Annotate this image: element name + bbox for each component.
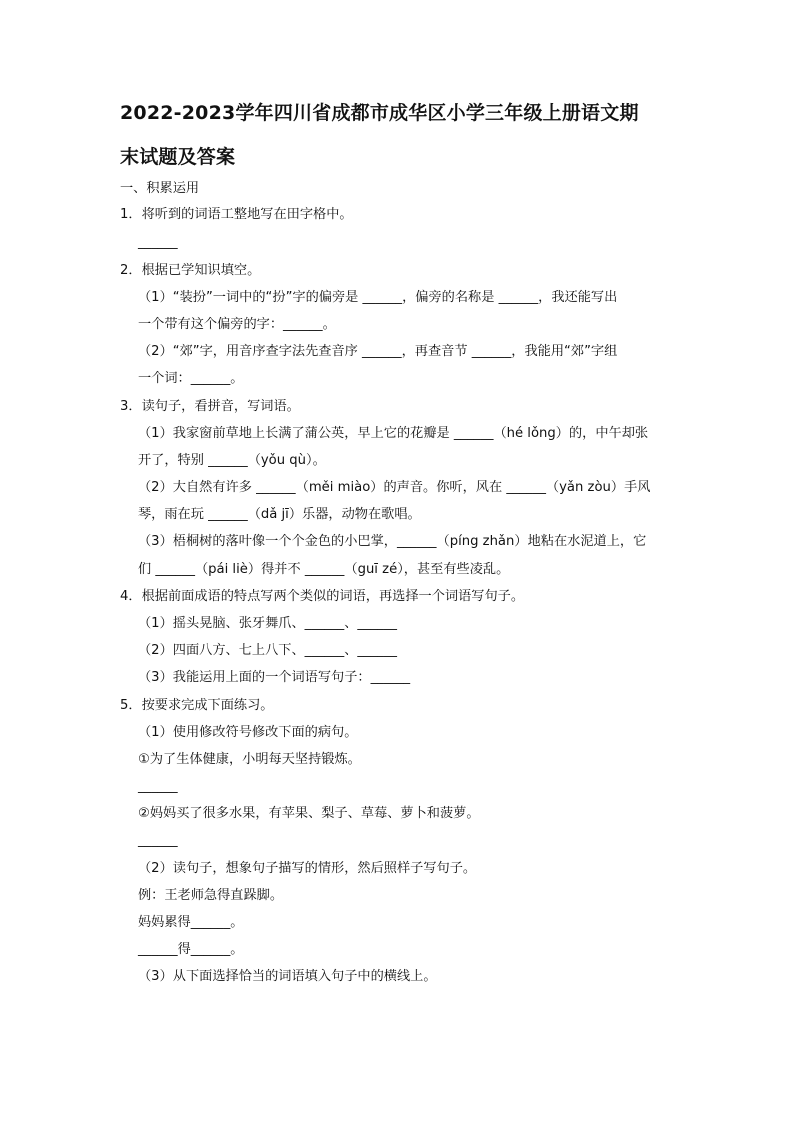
question-3-part-3-cont: 们 ______（pái liè）得并不 ______（guī zé），甚至有些凌乱。 <box>138 562 510 577</box>
fill-sentence-2: ______得______。 <box>138 942 244 957</box>
question-2-part-1: （1）“装扮”一词中的“扮”字的偏旁是 ______，偏旁的名称是 ______，我还能写出 <box>138 290 618 305</box>
answer-blank: ______ <box>138 833 178 848</box>
document-title-line-2: 末试题及答案 <box>120 146 236 168</box>
document-title-line-1: 2022-2023学年四川省成都市成华区小学三年级上册语文期 <box>120 102 639 124</box>
question-1: 1．将听到的词语工整地写在田字格中。 <box>120 207 353 222</box>
question-3: 3．读句子，看拼音，写词语。 <box>120 399 300 414</box>
question-2-part-2-cont: 一个词：______。 <box>138 371 244 386</box>
question-3-part-2: （2）大自然有许多 ______（měi miào）的声音。你听，风在 ______（yǎn zòu）手风 <box>138 480 651 495</box>
question-2-part-2: （2）“郊”字，用音序查字法先查音序 ______，再查音节 ______，我能用“郊”字组 <box>138 344 618 359</box>
question-3-part-1-cont: 开了，特别 ______（yǒu qù）。 <box>138 453 326 468</box>
question-3-part-3: （3）梧桐树的落叶像一个个金色的小巴掌，______（píng zhǎn）地粘在水泥道上，它 <box>138 534 647 549</box>
question-3-part-2-cont: 琴，雨在玩 ______（dǎ jī）乐器，动物在歌唱。 <box>138 507 421 522</box>
question-2: 2．根据已学知识填空。 <box>120 263 261 278</box>
question-5-part-2: （2）读句子，想象句子描写的情形，然后照样子写句子。 <box>138 861 477 876</box>
question-4-part-3: （3）我能运用上面的一个词语写句子：______ <box>138 670 411 685</box>
question-4-part-1: （1）摇头晃脑、张牙舞爪、______、______ <box>138 616 397 631</box>
fill-sentence-1: 妈妈累得______。 <box>138 915 244 930</box>
section-heading: 一、积累运用 <box>120 181 200 196</box>
question-4-part-2: （2）四面八方、七上八下、______、______ <box>138 643 397 658</box>
question-3-part-1: （1）我家窗前草地上长满了蒲公英，早上它的花瓣是 ______（hé lǒng）的，中午却张 <box>138 426 649 441</box>
question-5-part-1: （1）使用修改符号修改下面的病句。 <box>138 725 358 740</box>
question-5-part-3: （3）从下面选择恰当的词语填入句子中的横线上。 <box>138 969 437 984</box>
answer-blank: ______ <box>138 779 178 794</box>
answer-blank: ______ <box>138 235 178 250</box>
question-2-part-1-cont: 一个带有这个偏旁的字：______。 <box>138 317 336 332</box>
sentence-1: ①为了生体健康，小明每天坚持锻炼。 <box>138 752 361 767</box>
example-sentence: 例：王老师急得直跺脚。 <box>138 888 284 903</box>
sentence-2: ②妈妈买了很多水果，有苹果、梨子、草莓、萝卜和菠萝。 <box>138 806 480 821</box>
question-4: 4．根据前面成语的特点写两个类似的词语，再选择一个词语写句子。 <box>120 589 525 604</box>
question-5: 5．按要求完成下面练习。 <box>120 698 274 713</box>
